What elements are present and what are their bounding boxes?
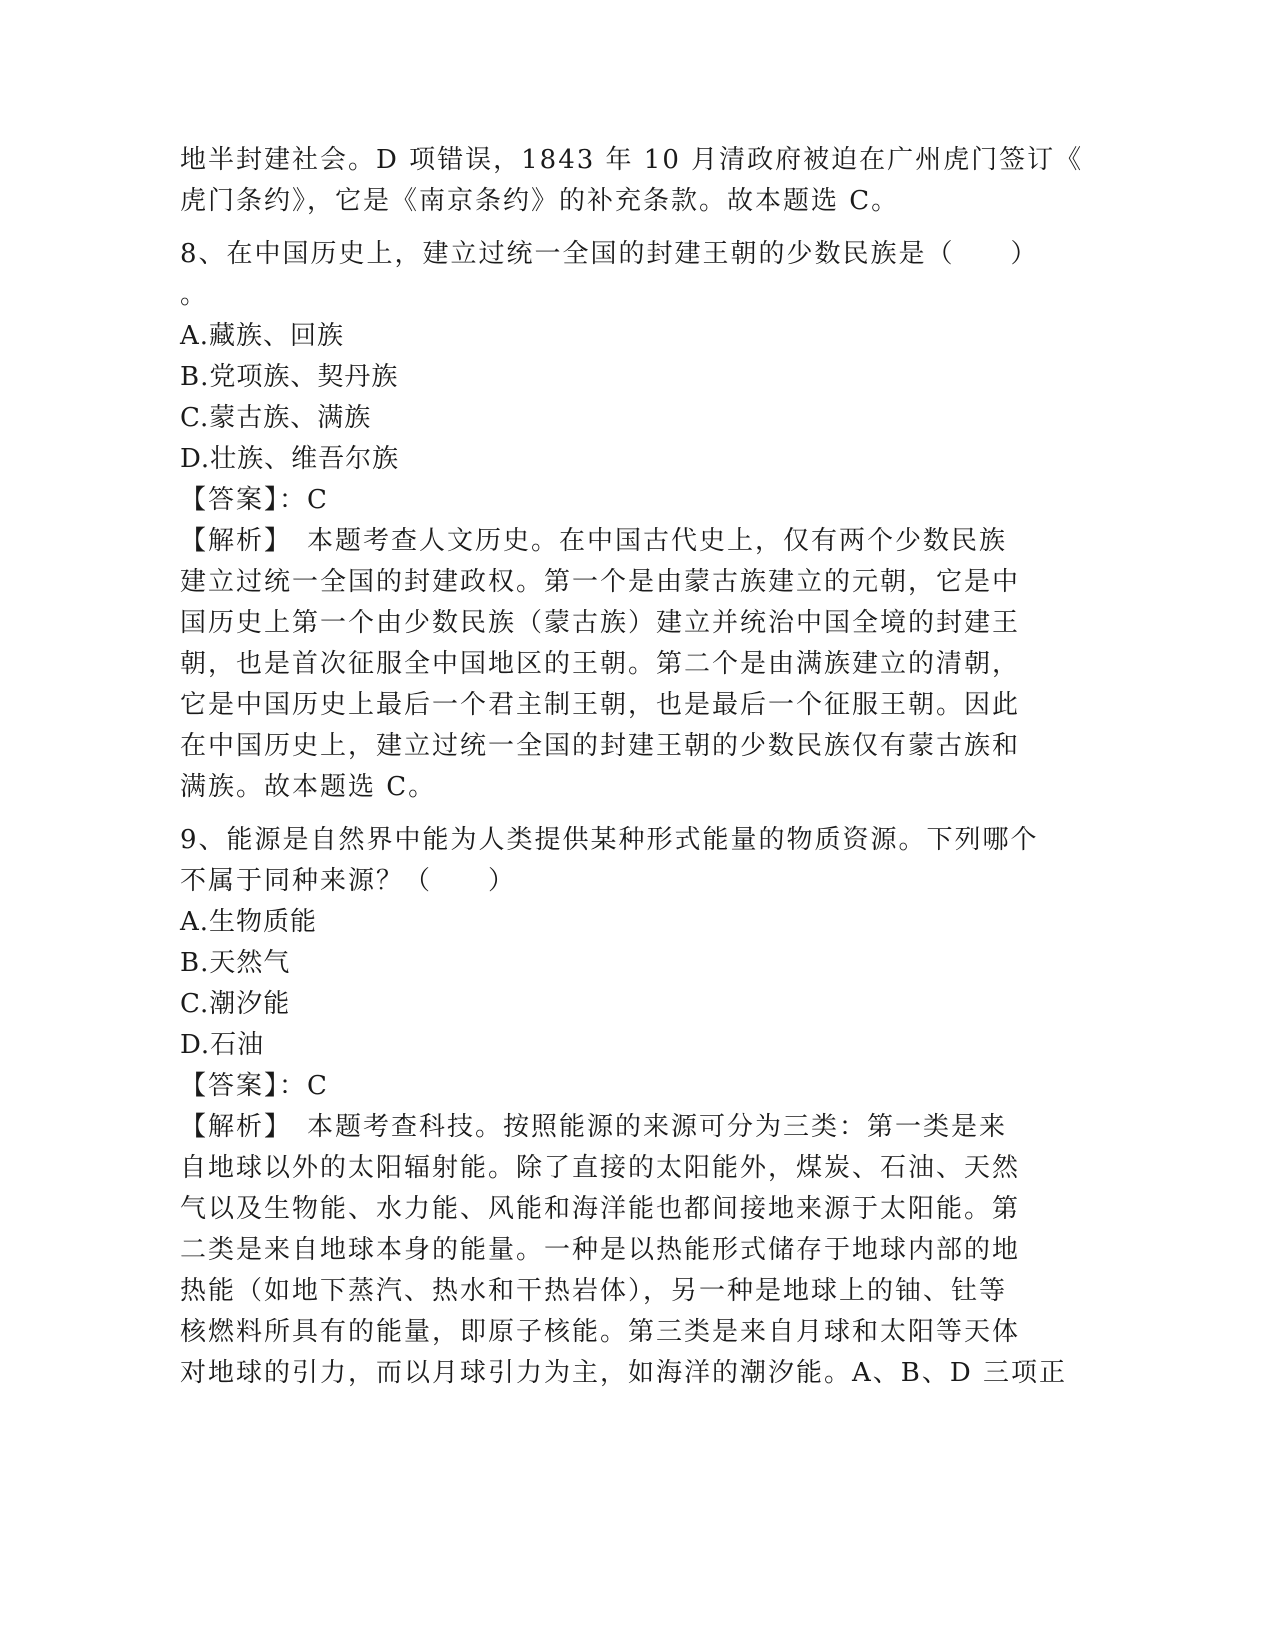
option-b: B.党项族、契丹族 bbox=[180, 362, 399, 392]
question-stem: 。 bbox=[180, 280, 209, 310]
question-8 bbox=[180, 234, 1050, 808]
option-c: C.蒙古族、满族 bbox=[180, 403, 372, 433]
text-line: 地半封建社会。D 项错误，1843 年 10 月清政府被迫在广州虎门签订《 bbox=[180, 145, 1084, 175]
continuation-paragraph bbox=[180, 140, 1084, 222]
question-stem: 8、在中国历史上，建立过统一全国的封建王朝的少数民族是（ ） bbox=[180, 239, 1039, 269]
analysis-line: 朝，也是首次征服全中国地区的王朝。第二个是由满族建立的清朝， bbox=[180, 649, 1021, 679]
text-line: 虎门条约》，它是《南京条约》的补充条款。故本题选 C。 bbox=[180, 186, 900, 216]
analysis-line: 满族。故本题选 C。 bbox=[180, 772, 437, 802]
analysis-line: 【解析】 本题考查科技。按照能源的来源可分为三类：第一类是来 bbox=[180, 1112, 1008, 1142]
analysis-line: 热能（如地下蒸汽、热水和干热岩体），另一种是地球上的铀、钍等 bbox=[180, 1276, 1008, 1306]
question-stem: 不属于同种来源？（ ） bbox=[180, 866, 517, 896]
option-d: D.石油 bbox=[180, 1030, 265, 1060]
analysis-line: 气以及生物能、水力能、风能和海洋能也都间接地来源于太阳能。第 bbox=[180, 1194, 1021, 1224]
option-c: C.潮汐能 bbox=[180, 989, 291, 1019]
option-b: B.天然气 bbox=[180, 948, 291, 978]
analysis-line: 在中国历史上，建立过统一全国的封建王朝的少数民族仅有蒙古族和 bbox=[180, 731, 1021, 761]
analysis-line: 自地球以外的太阳辐射能。除了直接的太阳能外，煤炭、石油、天然 bbox=[180, 1153, 1021, 1183]
analysis-line: 对地球的引力，而以月球引力为主，如海洋的潮汐能。A、B、D 三项正 bbox=[180, 1358, 1067, 1388]
option-a: A.生物质能 bbox=[180, 907, 318, 937]
analysis-line: 它是中国历史上最后一个君主制王朝，也是最后一个征服王朝。因此 bbox=[180, 690, 1021, 720]
option-d: D.壮族、维吾尔族 bbox=[180, 444, 400, 474]
question-stem: 9、能源是自然界中能为人类提供某种形式能量的物质资源。下列哪个 bbox=[180, 825, 1039, 855]
analysis-line: 核燃料所具有的能量，即原子核能。第三类是来自月球和太阳等天体 bbox=[180, 1317, 1021, 1347]
document-page bbox=[180, 140, 1084, 1394]
analysis-line: 建立过统一全国的封建政权。第一个是由蒙古族建立的元朝，它是中 bbox=[180, 567, 1021, 597]
question-9 bbox=[180, 820, 1067, 1394]
analysis-line: 国历史上第一个由少数民族（蒙古族）建立并统治中国全境的封建王 bbox=[180, 608, 1021, 638]
analysis-line: 【解析】 本题考查人文历史。在中国古代史上，仅有两个少数民族 bbox=[180, 526, 1008, 556]
analysis-line: 二类是来自地球本身的能量。一种是以热能形式储存于地球内部的地 bbox=[180, 1235, 1021, 1265]
answer-line: 【答案】：C bbox=[180, 1071, 329, 1101]
answer-line: 【答案】：C bbox=[180, 485, 329, 515]
option-a: A.藏族、回族 bbox=[180, 321, 345, 351]
